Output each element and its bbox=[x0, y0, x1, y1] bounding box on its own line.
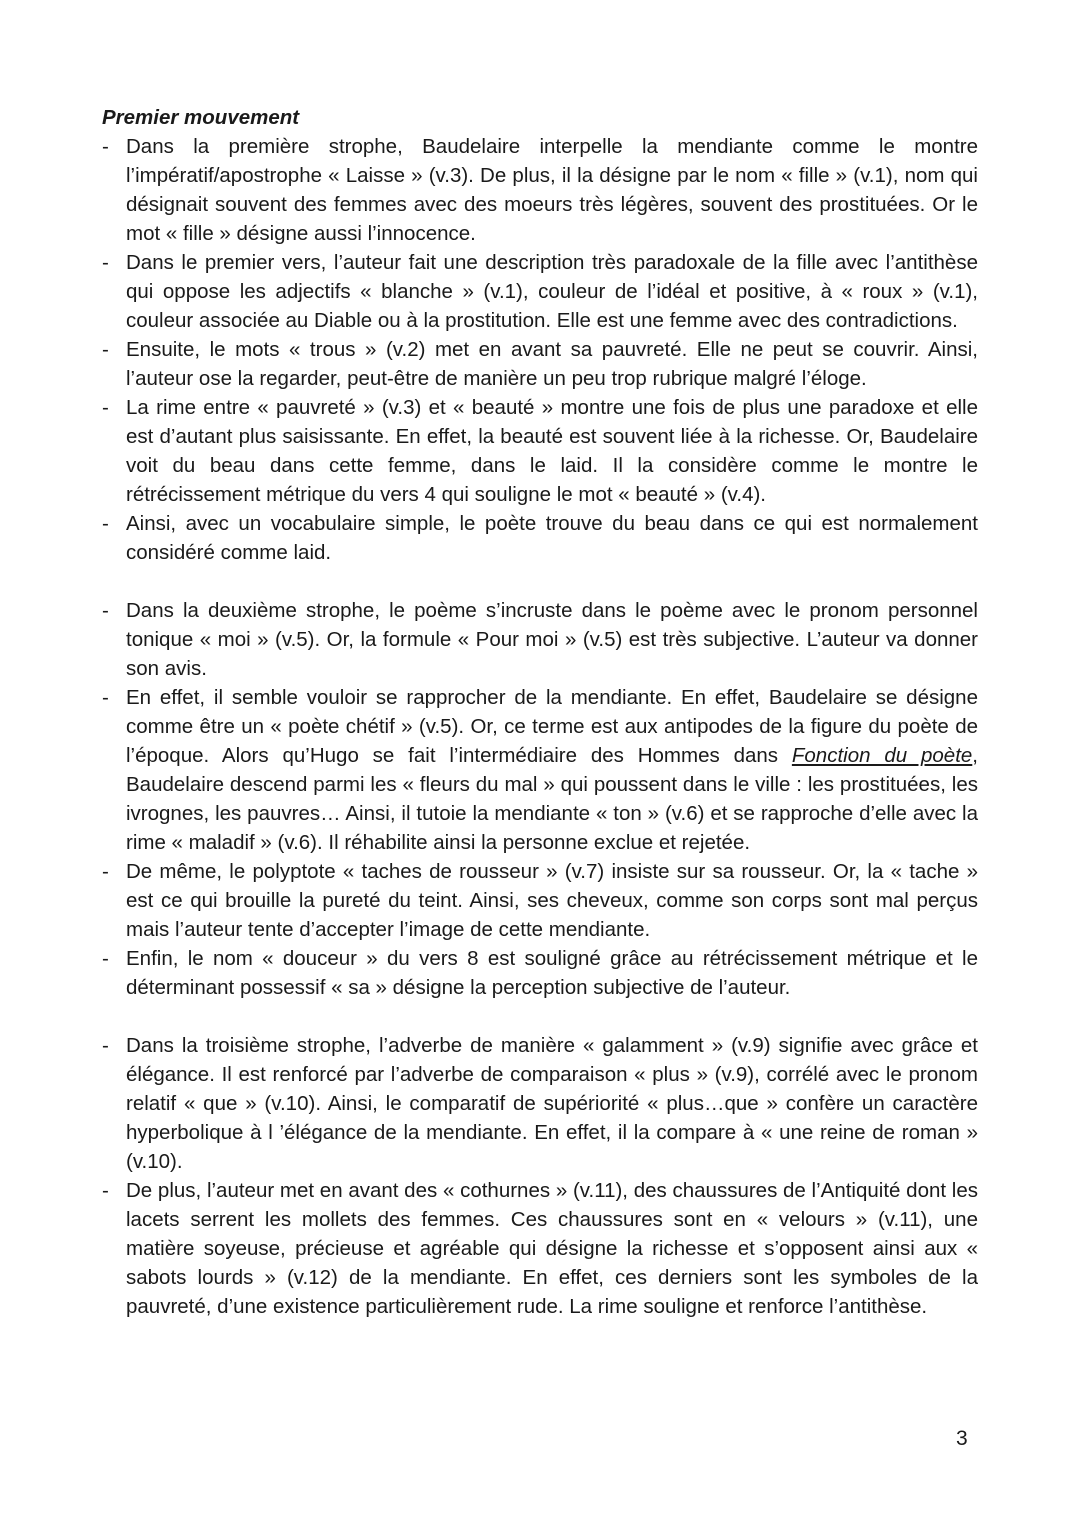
bullet-paragraph: - Enfin, le nom « douceur » du vers 8 est souligné grâce au rétrécissement métrique et le déterminant possessif « sa » désigne la perception subjective de l’auteur. bbox=[102, 944, 978, 1002]
bullet-list-strophe-1 bbox=[102, 132, 978, 567]
work-title: Fonction du poète bbox=[791, 744, 973, 767]
bullet-paragraph: - De même, le polyptote « taches de rousseur » (v.7) insiste sur sa rousseur. Or, la « tache » est ce qui brouille la pureté du teint. Ainsi, ses cheveux, comme son corps sont mal perçus mais l’auteur tente d’accepter l’image de cette mendiante. bbox=[102, 857, 978, 944]
bullet-paragraph-with-title bbox=[102, 683, 978, 857]
bullet-paragraph: - Dans la deuxième strophe, le poème s’incruste dans le poème avec le pronom personnel tonique « moi » (v.5). Or, la formule « Pour moi » (v.5) est très subjective. L’auteur va donner son avis. bbox=[102, 596, 978, 683]
paragraph-text: En effet, il semble vouloir se rapprocher de la mendiante. En effet, Baudelaire se désigne comme être un « poète chétif » (v.5). Or, ce terme est aux antipodes de la figure du poète de l’époque. Alors qu’Hugo se fait l’intermédiaire des Hommes dans bbox=[126, 686, 978, 767]
paragraph-text: , Baudelaire descend parmi les « fleurs du mal » qui poussent dans le ville : les prostituées, les ivrognes, les pauvres… Ainsi, il tutoie la mendiante « ton » (v.6) et se rapproche d’elle avec la rime « maladif » (v.6). Il réhabilite ainsi la personne exclue et rejetée. bbox=[126, 744, 978, 854]
bullet-paragraph: - Dans le premier vers, l’auteur fait une description très paradoxale de la fille avec l’antithèse qui oppose les adjectifs « blanche » (v.1), couleur de l’idéal et positive, à « roux » (v.1), couleur associée au Diable ou à la prostitution. Elle est une femme avec des contradictions. bbox=[102, 248, 978, 335]
bullet-paragraph: - Dans la troisième strophe, l’adverbe de manière « galamment » (v.9) signifie avec grâce et élégance. Il est renforcé par l’adverbe de comparaison « plus » (v.9), corrélé avec le pronom relatif « que » (v.10). Ainsi, le comparatif de supériorité « plus…que » confère un caractère hyperbolique à l ’élégance de la mendiante. En effet, il la compare à « une reine de roman » (v.10). bbox=[102, 1031, 978, 1176]
bullet-list-strophe-3 bbox=[102, 1031, 978, 1321]
bullet-paragraph: - Ensuite, le mots « trous » (v.2) met en avant sa pauvreté. Elle ne peut se couvrir. Ainsi, l’auteur ose la regarder, peut-être de manière un peu trop rubrique malgré l’éloge. bbox=[102, 335, 978, 393]
paragraph-spacer bbox=[102, 1002, 978, 1031]
bullet-list-strophe-2 bbox=[102, 596, 978, 1002]
paragraph-spacer bbox=[102, 567, 978, 596]
document-body bbox=[102, 103, 978, 1321]
bullet-paragraph: - Ainsi, avec un vocabulaire simple, le poète trouve du beau dans ce qui est normalement considéré comme laid. bbox=[102, 509, 978, 567]
bullet-paragraph: - La rime entre « pauvreté » (v.3) et « beauté » montre une fois de plus une paradoxe et elle est d’autant plus saisissante. En effet, la beauté est souvent liée à la richesse. Or, Baudelaire voit du beau dans cette femme, dans le laid. Il la considère comme le montre le rétrécissement métrique du vers 4 qui souligne le mot « beauté » (v.4). bbox=[102, 393, 978, 509]
bullet-paragraph: - De plus, l’auteur met en avant des « cothurnes » (v.11), des chaussures de l’Antiquité dont les lacets serrent les mollets des femmes. Ces chaussures sont en « velours » (v.11), une matière soyeuse, précieuse et agréable qui désigne la richesse et s’opposent ainsi aux « sabots lourds » (v.12) de la mendiante. En effet, ces derniers sont les symboles de la pauvreté, d’une existence particulièrement rude. La rime souligne et renforce l’antithèse. bbox=[102, 1176, 978, 1321]
section-heading: Premier mouvement bbox=[102, 106, 300, 129]
page-number: 3 bbox=[956, 1427, 968, 1450]
bullet-paragraph: - Dans la première strophe, Baudelaire interpelle la mendiante comme le montre l’impératif/apostrophe « Laisse » (v.3). De plus, il la désigne par le nom « fille » (v.1), nom qui désignait souvent des femmes avec des moeurs très légères, souvent des prostituées. Or le mot « fille » désigne aussi l’innocence. bbox=[102, 132, 978, 248]
